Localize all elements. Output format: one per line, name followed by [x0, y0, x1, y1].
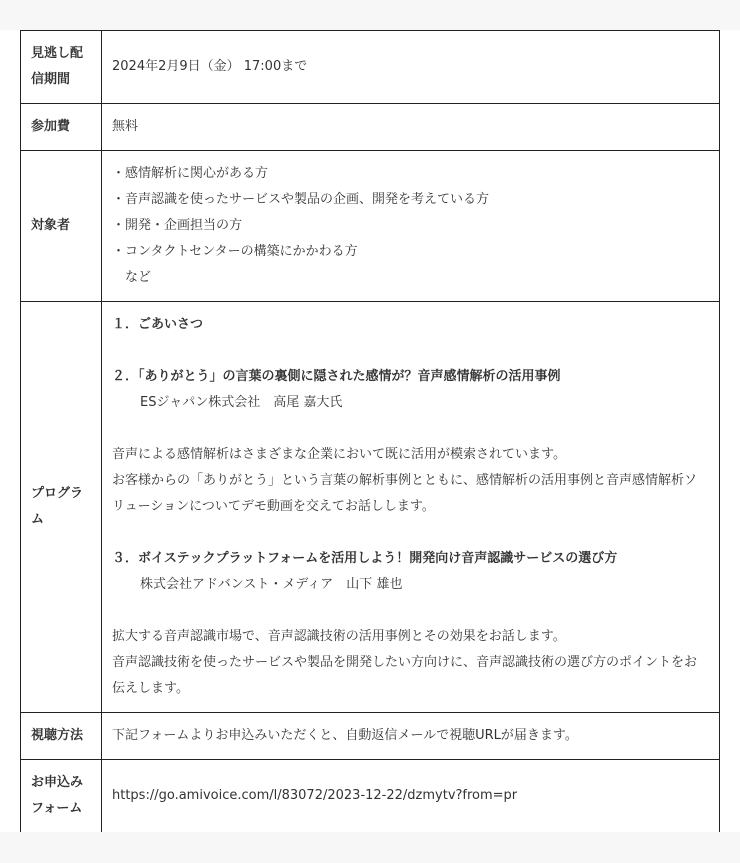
program-item-3-speaker: 株式会社アドバンスト・メディア 山下 雄也: [140, 577, 403, 592]
program-item-2-title: ２．「ありがとう」の言葉の裏側に隠された感情が？音声感情解析の活用事例: [112, 369, 561, 384]
spacer: [112, 338, 709, 364]
viewing-value: 下記フォームよりお申込みいただくと、自動返信メールで視聴URLが届きます。: [102, 713, 720, 760]
table-row-program: [21, 302, 720, 713]
table-row-form: [21, 760, 720, 833]
top-margin: [0, 0, 740, 30]
program-value: [102, 302, 720, 713]
spacer: [112, 416, 709, 442]
program-item-2-desc-1: 音声による感情解析はさまざまな企業において既に活用が模索されています。: [112, 447, 566, 462]
list-item: ・感情解析に関心がある方: [112, 166, 269, 181]
fee-value: 無料: [102, 104, 720, 151]
program-item-1: １．ごあいさつ: [112, 317, 204, 332]
program-item-3-title: ３．ボイステックプラットフォームを活用しよう！開発向け音声認識サービスの選び方: [112, 551, 618, 566]
spacer: [112, 520, 709, 546]
form-link[interactable]: https://go.amivoice.com/l/83072/2023-12-22/dzmytv?from=pr: [102, 760, 720, 833]
list-item: ・コンタクトセンターの構築にかかわる方: [112, 244, 358, 259]
program-label: プログラム: [21, 302, 102, 713]
page-content: [0, 30, 740, 832]
program-item-2-desc-2: お客様からの「ありがとう」という言葉の解析事例とともに、感情解析の活用事例と音声感情解析ソリューションについてデモ動画を交えてお話しします。: [112, 473, 698, 514]
period-label: 見逃し配信期間: [21, 31, 102, 104]
program-item-3-desc-1: 拡大する音声認識市場で、音声認識技術の活用事例とその効果をお話します。: [112, 629, 566, 644]
fee-label: 参加費: [21, 104, 102, 151]
bottom-margin: [0, 832, 740, 863]
table-row-period: [21, 31, 720, 104]
audience-value: [102, 151, 720, 302]
audience-label: 対象者: [21, 151, 102, 302]
list-item: ・開発・企画担当の方: [112, 218, 243, 233]
table-row-fee: [21, 104, 720, 151]
period-value: 2024年2月9日（金） 17:00まで: [102, 31, 720, 104]
table-row-viewing: [21, 713, 720, 760]
form-label: お申込みフォーム: [21, 760, 102, 833]
spacer: [112, 598, 709, 624]
viewing-label: 視聴方法: [21, 713, 102, 760]
list-item: ・音声認識を使ったサービスや製品の企画、開発を考えている方: [112, 192, 490, 207]
event-info-table: [20, 30, 720, 833]
program-item-3-desc-2: 音声認識技術を使ったサービスや製品を開発したい方向けに、音声認識技術の選び方のポイントをお伝えします。: [112, 655, 698, 696]
program-item-2-speaker: ESジャパン株式会社 高尾 嘉大氏: [140, 395, 343, 410]
table-row-audience: [21, 151, 720, 302]
list-item: など: [112, 270, 152, 285]
